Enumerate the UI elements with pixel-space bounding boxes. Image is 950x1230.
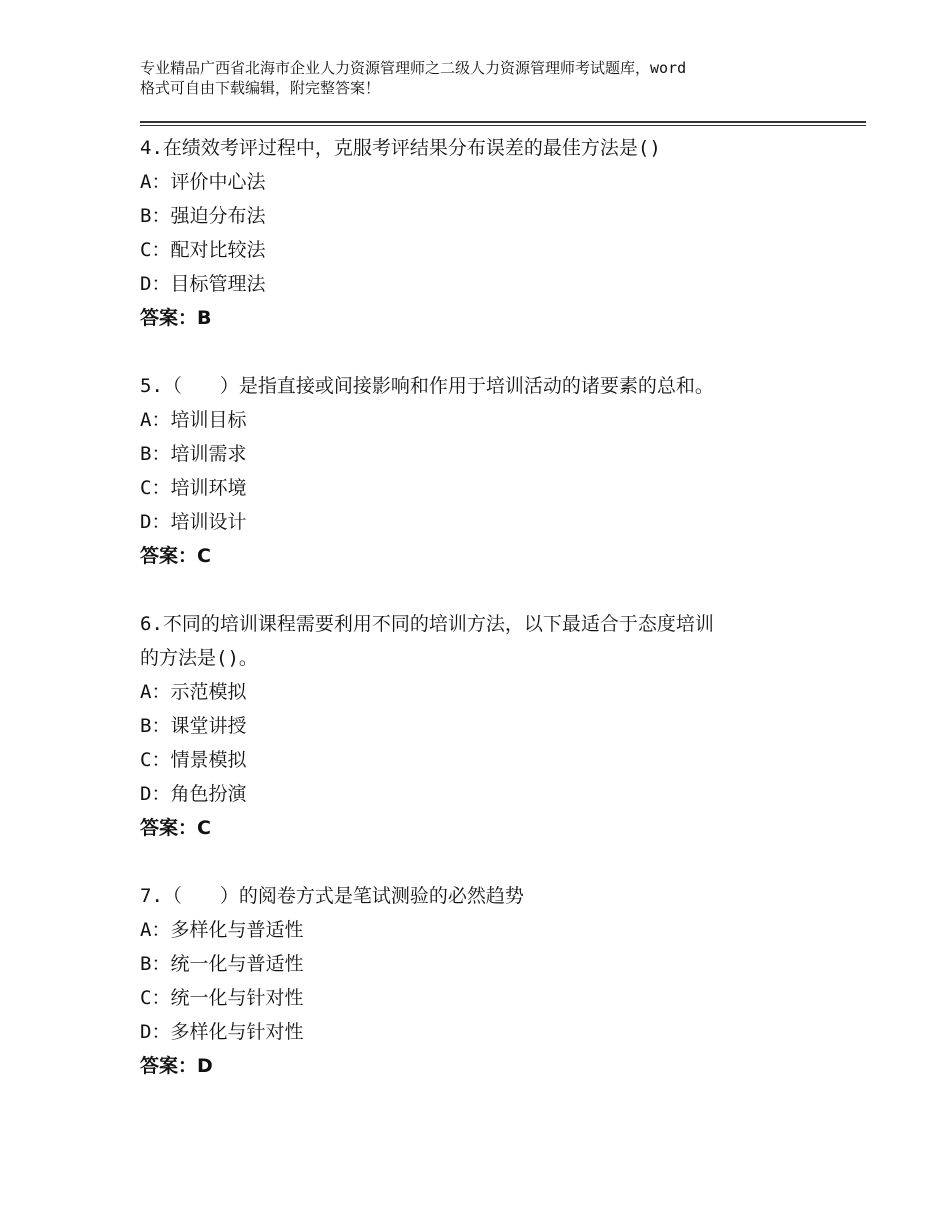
question-item — [140, 369, 860, 573]
option-d: D：目标管理法 — [140, 273, 266, 295]
document-header — [140, 58, 840, 98]
option-c: C：配对比较法 — [140, 239, 266, 261]
option-c: C：情景模拟 — [140, 749, 247, 771]
question-text: 5.（ ）是指直接或间接影响和作用于培训活动的诸要素的总和。 — [140, 375, 714, 397]
header-divider-thin — [140, 125, 866, 126]
question-text-line-1: 6.不同的培训课程需要利用不同的培训方法，以下最适合于态度培训 — [140, 613, 714, 635]
header-line-1: 专业精品广西省北海市企业人力资源管理师之二级人力资源管理师考试题库，word — [140, 59, 687, 77]
option-a: A：多样化与普适性 — [140, 919, 304, 941]
option-a: A：评价中心法 — [140, 171, 266, 193]
question-text: 4.在绩效考评过程中，克服考评结果分布误差的最佳方法是() — [140, 137, 661, 159]
header-divider-thick — [140, 121, 866, 123]
question-list — [140, 131, 860, 1117]
answer-text: 答案：C — [140, 817, 211, 839]
option-a: A：培训目标 — [140, 409, 247, 431]
option-b: B：课堂讲授 — [140, 715, 247, 737]
option-d: D：培训设计 — [140, 511, 247, 533]
answer-text: 答案：B — [140, 307, 212, 329]
question-item — [140, 879, 860, 1083]
option-c: C：统一化与针对性 — [140, 987, 304, 1009]
answer-text: 答案：C — [140, 545, 211, 567]
question-text: 7.（ ）的阅卷方式是笔试测验的必然趋势 — [140, 885, 524, 907]
question-text-line-2: 的方法是()。 — [140, 647, 258, 669]
option-c: C：培训环境 — [140, 477, 247, 499]
header-line-2: 格式可自由下载编辑，附完整答案！ — [140, 79, 381, 97]
option-b: B：培训需求 — [140, 443, 247, 465]
option-d: D：多样化与针对性 — [140, 1021, 304, 1043]
option-b: B：统一化与普适性 — [140, 953, 304, 975]
question-item — [140, 131, 860, 335]
option-d: D：角色扮演 — [140, 783, 247, 805]
option-b: B：强迫分布法 — [140, 205, 266, 227]
option-a: A：示范模拟 — [140, 681, 247, 703]
answer-text: 答案：D — [140, 1055, 213, 1077]
question-item — [140, 607, 860, 845]
